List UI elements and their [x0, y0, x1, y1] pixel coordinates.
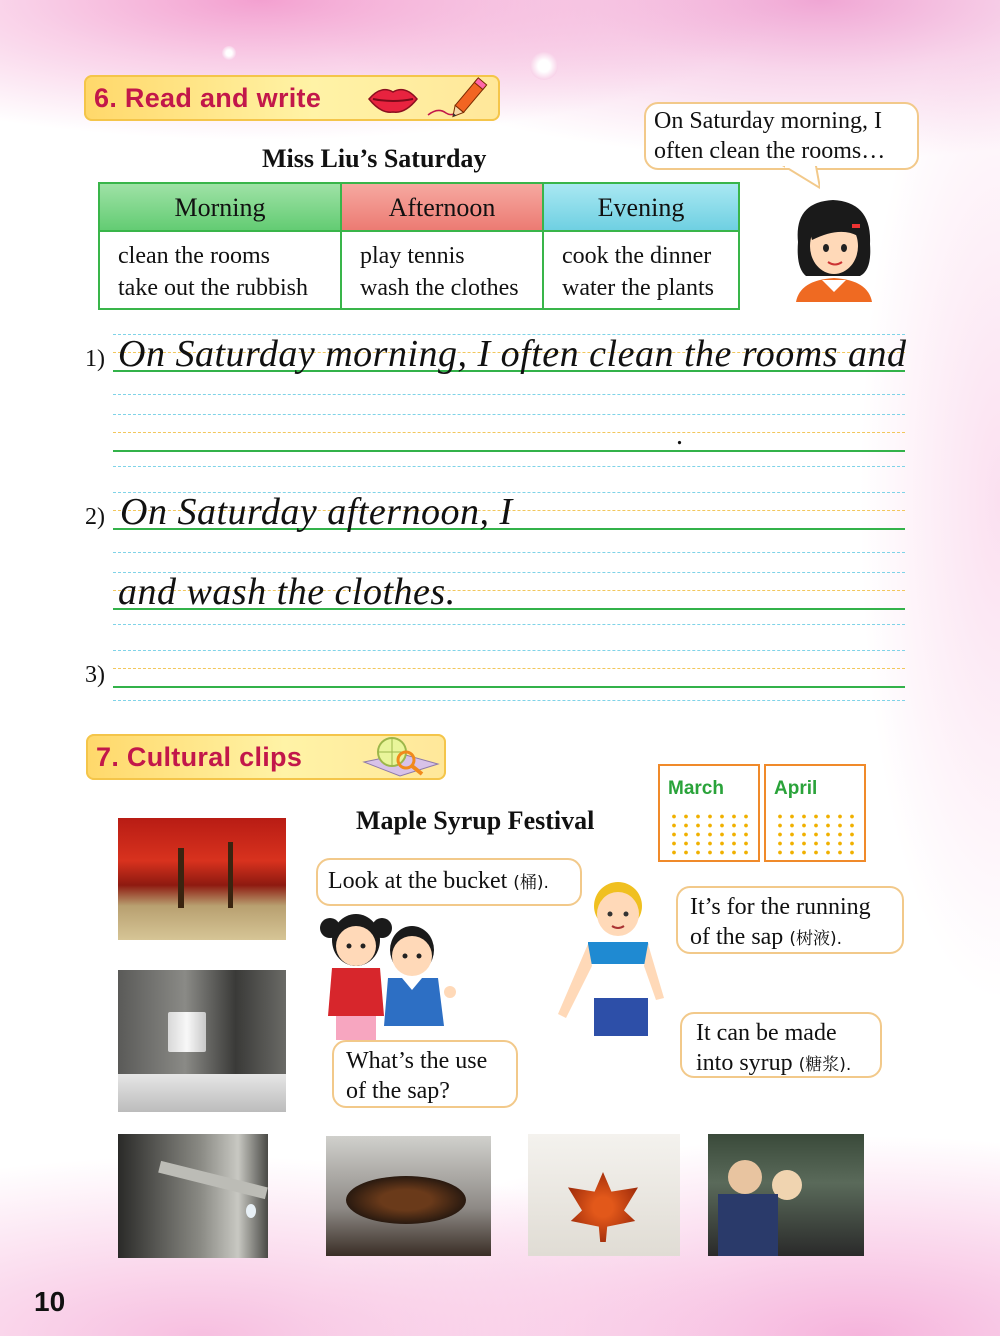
speech-text: Look at the bucket: [328, 868, 508, 894]
decor-bubble: [222, 46, 236, 60]
photo-maple-syrup-bottle: [528, 1134, 680, 1256]
base-line: [113, 686, 905, 688]
photo-boiling-pan: [326, 1136, 491, 1256]
speech-bubble-running: [676, 886, 904, 954]
tree-trunk: [178, 848, 184, 908]
decor-bubble: [530, 52, 558, 80]
speech-bubble-use: [332, 1040, 518, 1108]
exercise-number: 1): [85, 346, 105, 372]
lips-icon: [367, 83, 419, 115]
speech-bubble-bucket: [316, 858, 582, 906]
speech-bubble-miss-liu: [644, 102, 919, 170]
section-7-title: 7. Cultural clips: [96, 742, 303, 772]
calendar-month-label: April: [774, 778, 818, 799]
magnifier-icon: [362, 732, 440, 780]
speech-text-line2: [690, 922, 890, 954]
speech-text: into syrup: [696, 1050, 793, 1076]
child: [728, 1160, 762, 1194]
guide-line: [113, 432, 905, 433]
column-header-evening: Evening: [544, 184, 738, 232]
column-items-afternoon: [342, 232, 542, 304]
spout: [158, 1161, 268, 1199]
column-header-morning: Morning: [100, 184, 340, 232]
section-6-header: [84, 75, 500, 121]
speech-bubble-syrup: [680, 1012, 882, 1078]
handwritten-sentence-1: On Saturday morning, I often clean the rooms and: [118, 333, 907, 375]
bubble-tail: [780, 166, 820, 190]
table-cell: cook the dinner: [562, 243, 712, 269]
calendar-march: [658, 764, 760, 862]
photo-bucket-on-tree: [118, 970, 286, 1112]
table-title: Miss Liu’s Saturday: [262, 144, 487, 173]
calendar-days-grid: [668, 812, 754, 856]
calendar-april: [764, 764, 866, 862]
photo-children-eating: [708, 1134, 864, 1256]
calendar-month-label: March: [668, 778, 724, 799]
column-morning: [100, 184, 340, 308]
handwritten-sentence-2b: and wash the clothes.: [118, 571, 456, 613]
column-evening: [542, 184, 738, 308]
exercise-number: 3): [85, 662, 105, 688]
column-items-morning: [100, 232, 340, 304]
pan: [346, 1176, 466, 1224]
syrup-bottle: [568, 1172, 638, 1242]
guide-line: [113, 394, 905, 395]
speech-text: It’s for the running: [690, 894, 871, 920]
pencil-icon: [424, 69, 494, 121]
chinese-gloss: (桶).: [513, 873, 549, 893]
child-coat: [718, 1194, 778, 1256]
section-7-header: [86, 734, 446, 780]
miss-liu-illustration: [790, 196, 876, 302]
speech-text: What’s the use: [346, 1048, 488, 1074]
speech-text-line2: [696, 1048, 866, 1080]
exercise-number: 2): [85, 504, 105, 530]
page-number: 10: [34, 1286, 66, 1317]
guide-line: [113, 624, 905, 625]
end-period: .: [676, 420, 683, 451]
schedule-table: [98, 182, 740, 310]
handwritten-sentence-2a: On Saturday afternoon, I: [120, 491, 513, 533]
bucket: [168, 1012, 206, 1052]
table-cell: wash the clothes: [360, 275, 519, 301]
speech-text: of the sap: [690, 924, 784, 950]
table-cell: clean the rooms: [118, 243, 270, 269]
snow: [118, 1074, 286, 1112]
sap-drop: [246, 1204, 256, 1218]
speech-text: of the sap?: [346, 1078, 450, 1104]
guide-line: [113, 414, 905, 415]
base-line: [113, 450, 905, 452]
photo-maple-trees: [118, 818, 286, 940]
guide-line: [113, 466, 905, 467]
festival-title: Maple Syrup Festival: [356, 806, 595, 835]
boy-illustration: [548, 874, 680, 1060]
photo-spout-dripping: [118, 1134, 268, 1258]
children-illustration: [316, 906, 466, 1046]
chinese-gloss: (糖浆).: [798, 1055, 852, 1075]
column-afternoon: [340, 184, 542, 308]
section-6-title: 6. Read and write: [94, 83, 322, 113]
calendar-days-grid: [774, 812, 860, 856]
column-header-afternoon: Afternoon: [342, 184, 542, 232]
guide-line: [113, 668, 905, 669]
table-cell: play tennis: [360, 243, 465, 269]
speech-text: It can be made: [696, 1020, 837, 1046]
chinese-gloss: (树液).: [789, 929, 842, 949]
guide-line: [113, 700, 905, 701]
guide-line: [113, 552, 905, 553]
tree-trunk: [228, 842, 233, 908]
table-cell: take out the rubbish: [118, 275, 308, 301]
speech-text: On Saturday morning, I often clean the rooms…: [654, 108, 886, 164]
table-cell: water the plants: [562, 275, 714, 301]
guide-line: [113, 650, 905, 651]
column-items-evening: [544, 232, 738, 304]
